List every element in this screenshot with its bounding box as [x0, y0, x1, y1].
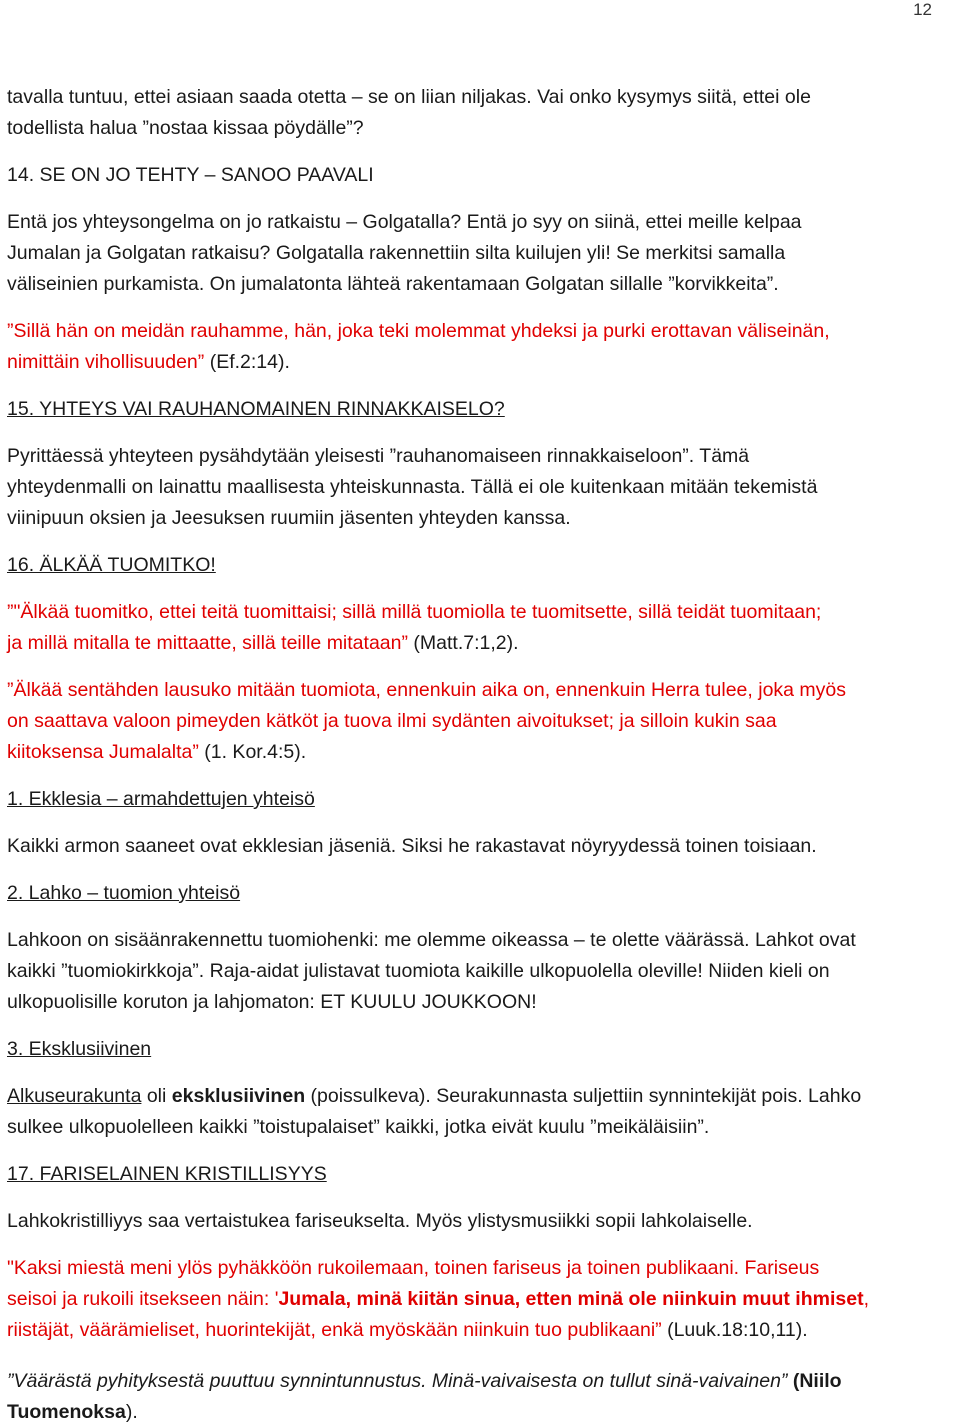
text-line: väliseinien purkamista. On jumalatonta lähteä rakentamaan Golgatan sillalle ”korvikkeita”.: [7, 273, 779, 295]
text-line: ulkopuolisille koruton ja lahjomaton: ET KUULU JOUKKOON!: [7, 991, 537, 1013]
text-line: Lahkokristilliyys saa vertaistukea fariseukselta. Myös ylistysmusiikki sopii lahkolaiselle.: [7, 1210, 753, 1232]
quote-text: nimittäin vihollisuuden”: [7, 351, 205, 373]
scripture-reference: (Ef.2:14).: [204, 351, 290, 373]
text-line: todellista halua ”nostaa kissaa pöydälle”?: [7, 117, 364, 139]
bold-term: eksklusiivinen: [171, 1085, 306, 1107]
quote-text: riistäjät, väärämieliset, huorintekijät, enkä myöskään niinkuin tuo publikaani”: [7, 1319, 662, 1341]
text-span: ).: [125, 1401, 138, 1423]
quote-text: ja millä mitalla te mittaatte, sillä teille mitataan”: [7, 632, 408, 654]
text-line: kaikki ”tuomiokirkkoja”. Raja-aidat julistavat tuomiota kaikille ulkopuolella oleville! Niiden kieli on: [7, 960, 830, 982]
quote-text: seisoi ja rukoili itsekseen näin: ': [7, 1288, 279, 1310]
subheading-eksklusiivinen: 3. Eksklusiivinen: [7, 1038, 152, 1060]
quote-line: [7, 347, 957, 378]
section-heading-17: 17. FARISELAINEN KRISTILLISYYS: [7, 1163, 327, 1185]
quote-line: [7, 628, 957, 659]
text-span: (poissulkeva). Seurakunnasta suljettiin synnintekijät pois. Lahko: [305, 1085, 862, 1107]
italic-quote-line: [7, 1366, 957, 1397]
scripture-reference: (Luuk.18:10,11).: [661, 1319, 808, 1341]
text-line: tavalla tuntuu, ettei asiaan saada otetta – se on liian niljakas. Vai onko kysymys siitä, ettei ole: [7, 86, 811, 108]
italic-quote: ”Väärästä pyhityksestä puuttuu synnintunnustus. Minä-vaivaisesta on tullut sinä-vaivainen”: [7, 1370, 788, 1392]
quote-line: [7, 737, 957, 768]
text-line: sulkee ulkopuolelleen kaikki ”toistupalaiset” kaikki, jotka eivät kuulu ”meikäläisiin”.: [7, 1116, 710, 1138]
italic-quote-line: [7, 1397, 957, 1428]
text-span: oli: [141, 1085, 172, 1107]
text-line: yhteydenmalli on lainattu maallisesta yhteiskunnasta. Tällä ei ole kuitenkaan mitään tekemistä: [7, 476, 818, 498]
quote-line: [7, 1284, 957, 1315]
subheading-ekklesia: 1. Ekklesia – armahdettujen yhteisö: [7, 788, 315, 810]
quote-text: ,: [863, 1288, 869, 1310]
text-line: [7, 1081, 957, 1112]
quote-line: "Kaksi miestä meni ylös pyhäkköön rukoilemaan, toinen fariseus ja toinen publikaani. Fariseus: [7, 1257, 820, 1279]
author-attribution: Tuomenoksa: [7, 1401, 126, 1423]
section-heading-16: 16. ÄLKÄÄ TUOMITKO!: [7, 554, 216, 576]
quote-line: [7, 1315, 957, 1346]
text-line: Jumalan ja Golgatan ratkaisu? Golgatalla rakennettiin silta kuilujen yli! Se merkitsi samalla: [7, 242, 786, 264]
page-number: 12: [913, 0, 932, 19]
quote-line: ”"Älkää tuomitko, ettei teitä tuomittaisi; sillä millä tuomiolla te tuomitsette, sillä teidät tuomitaan;: [7, 601, 822, 623]
text-line: Lahkoon on sisäänrakennettu tuomiohenki: me olemme oikeassa – te olette väärässä. Lahkot ovat: [7, 929, 856, 951]
subheading-lahko: 2. Lahko – tuomion yhteisö: [7, 882, 241, 904]
author-attribution: (Niilo: [787, 1370, 842, 1392]
text-line: viinipuun oksien ja Jeesuksen ruumiin jäsenten yhteyden kanssa.: [7, 507, 571, 529]
scripture-reference: (Matt.7:1,2).: [407, 632, 519, 654]
section-heading-15: 15. YHTEYS VAI RAUHANOMAINEN RINNAKKAISELO?: [7, 398, 505, 420]
quote-line: ”Sillä hän on meidän rauhamme, hän, joka teki molemmat yhdeksi ja purki erottavan väliseinän,: [7, 320, 830, 342]
scripture-reference: (1. Kor.4:5).: [198, 741, 307, 763]
underlined-term: Alkuseurakunta: [7, 1085, 142, 1107]
section-heading-14: 14. SE ON JO TEHTY – SANOO PAAVALI: [7, 164, 374, 186]
quote-line: on saattava valoon pimeyden kätköt ja tuova ilmi sydänten aivoitukset; ja silloin kukin saa: [7, 710, 777, 732]
quote-line: ”Älkää sentähden lausuko mitään tuomiota, ennenkuin aika on, ennenkuin Herra tulee, joka myös: [7, 679, 847, 701]
bold-quote: Jumala, minä kiitän sinua, etten minä ole niinkuin muut ihmiset: [278, 1288, 864, 1310]
text-line: Entä jos yhteysongelma on jo ratkaistu – Golgatalla? Entä jo syy on siinä, ettei meille kelpaa: [7, 211, 802, 233]
text-line: Kaikki armon saaneet ovat ekklesian jäseniä. Siksi he rakastavat nöyryydessä toinen toisiaan.: [7, 835, 817, 857]
quote-text: kiitoksensa Jumalalta”: [7, 741, 199, 763]
text-line: Pyrittäessä yhteyteen pysähdytään yleisesti ”rauhanomaiseen rinnakkaiseloon”. Tämä: [7, 445, 750, 467]
